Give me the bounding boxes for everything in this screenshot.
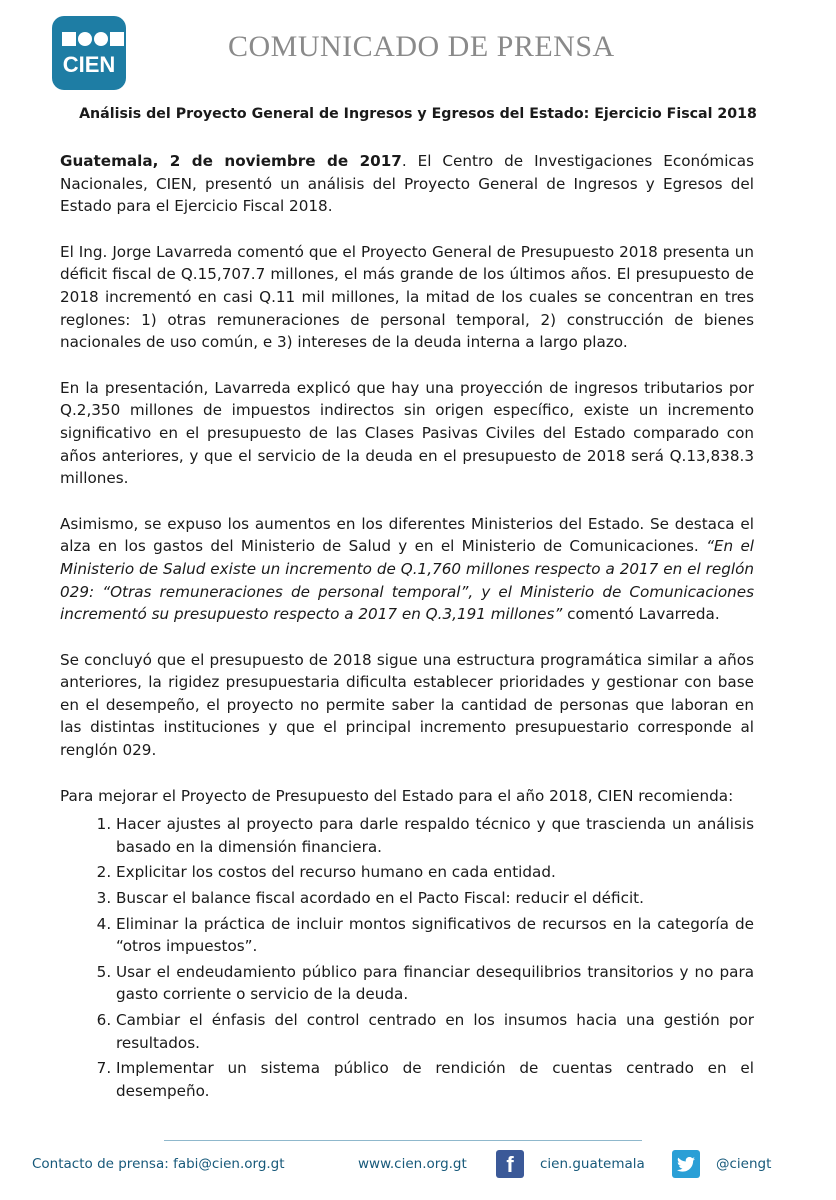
- website-link[interactable]: www.cien.org.gt: [358, 1156, 467, 1172]
- paragraph-presentation: En la presentación, Lavarreda explicó que hay una proyección de ingresos tributarios por Q.2,350 millones de impuestos indirectos sin origen específico, existe un incremento significativo en el presupuesto de las Clases Pasivas Civiles del Estado comparado con años anteriores, y que el servicio de la deuda en el presupuesto de 2018 será Q.13,838.3 millones.: [60, 378, 754, 488]
- list-item: 6. Cambiar el énfasis del control centrado en los insumos hacia una gestión por resultados.: [116, 1009, 754, 1054]
- paragraph-intro: [60, 150, 754, 218]
- twitter-link[interactable]: @ciengt: [716, 1156, 772, 1172]
- list-item: 5. Usar el endeudamiento público para financiar desequilibrios transitorios y no para gasto corriente o servicio de la deuda.: [116, 961, 754, 1006]
- ministries-attribution: comentó Lavarreda.: [562, 605, 720, 624]
- list-item: 4. Eliminar la práctica de incluir montos significativos de recursos en la categoría de “otros impuestos”.: [116, 913, 754, 958]
- ministries-text: Asimismo, se expuso los aumentos en los diferentes Ministerios del Estado. Se destaca el alza en los gastos del Ministerio de Salud y en el Ministerio de Comunicaciones.: [60, 514, 754, 556]
- document-subtitle: Análisis del Proyecto General de Ingresos y Egresos del Estado: Ejercicio Fiscal 2018: [79, 106, 757, 122]
- list-item: 2. Explicitar los costos del recurso humano en cada entidad.: [116, 861, 754, 884]
- facebook-link[interactable]: cien.guatemala: [540, 1156, 645, 1172]
- dateline: Guatemala, 2 de noviembre de 2017: [60, 152, 402, 170]
- footer: [32, 1150, 792, 1184]
- list-item: 7. Implementar un sistema público de rendición de cuentas centrado en el desempeño.: [116, 1057, 754, 1102]
- paragraph-recommendations-intro: Para mejorar el Proyecto de Presupuesto del Estado para el año 2018, CIEN recomienda:: [60, 786, 734, 805]
- intro-text: . El Centro de Investigaciones Económicas Nacionales, CIEN, presentó un análisis del Proyecto General de Ingresos y Egresos del Estado para el Ejercicio Fiscal 2018.: [60, 152, 754, 216]
- logo-shapes-icon: [62, 32, 124, 46]
- facebook-icon[interactable]: f: [496, 1150, 524, 1178]
- logo-text: CIEN: [62, 52, 116, 77]
- list-item: 1. Hacer ajustes al proyecto para darle respaldo técnico y que trascienda un análisis basado en la dimensión financiera.: [116, 813, 754, 858]
- list-item: 3. Buscar el balance fiscal acordado en el Pacto Fiscal: reducir el déficit.: [116, 887, 754, 910]
- cien-logo: [52, 16, 126, 90]
- paragraph-deficit: El Ing. Jorge Lavarreda comentó que el Proyecto General de Presupuesto 2018 presenta un déficit fiscal de Q.15,707.7 millones, el más grande de los últimos años. El presupuesto de 2018 incrementó en casi Q.11 mil millones, la mitad de los cuales se concentran en tres reglones: 1) otras remuneraciones de personal temporal, 2) construcción de bienes nacionales de uso común, e 3) intereses de la deuda interna a largo plazo.: [60, 242, 754, 352]
- ministries-quote: “En el Ministerio de Salud existe un incremento de Q.1,760 millones respecto a 2017 en el reglón 029: “Otras remuneraciones de personal temporal”, y el Ministerio de Comunicaciones incrementó su presupuesto respecto a 2017 en Q.3,191 millones”: [60, 537, 755, 624]
- press-release-body: [60, 150, 754, 1105]
- page-title: COMUNICADO DE PRENSA: [228, 30, 615, 63]
- footer-divider: [164, 1140, 642, 1141]
- contact-email-link[interactable]: Contacto de prensa: fabi@cien.org.gt: [32, 1156, 285, 1172]
- twitter-icon[interactable]: [672, 1150, 700, 1178]
- recommendations-list: [60, 813, 754, 1102]
- paragraph-ministries: [60, 513, 754, 626]
- paragraph-conclusion: Se concluyó que el presupuesto de 2018 sigue una estructura programática similar a años anteriores, la rigidez presupuestaria dificulta establecer prioridades y gestionar con base en el desempeño, el proyecto no permite saber la cantidad de personas que laboran en las distintas instituciones y que el principal incremento presupuestario corresponde al renglón 029.: [60, 650, 754, 760]
